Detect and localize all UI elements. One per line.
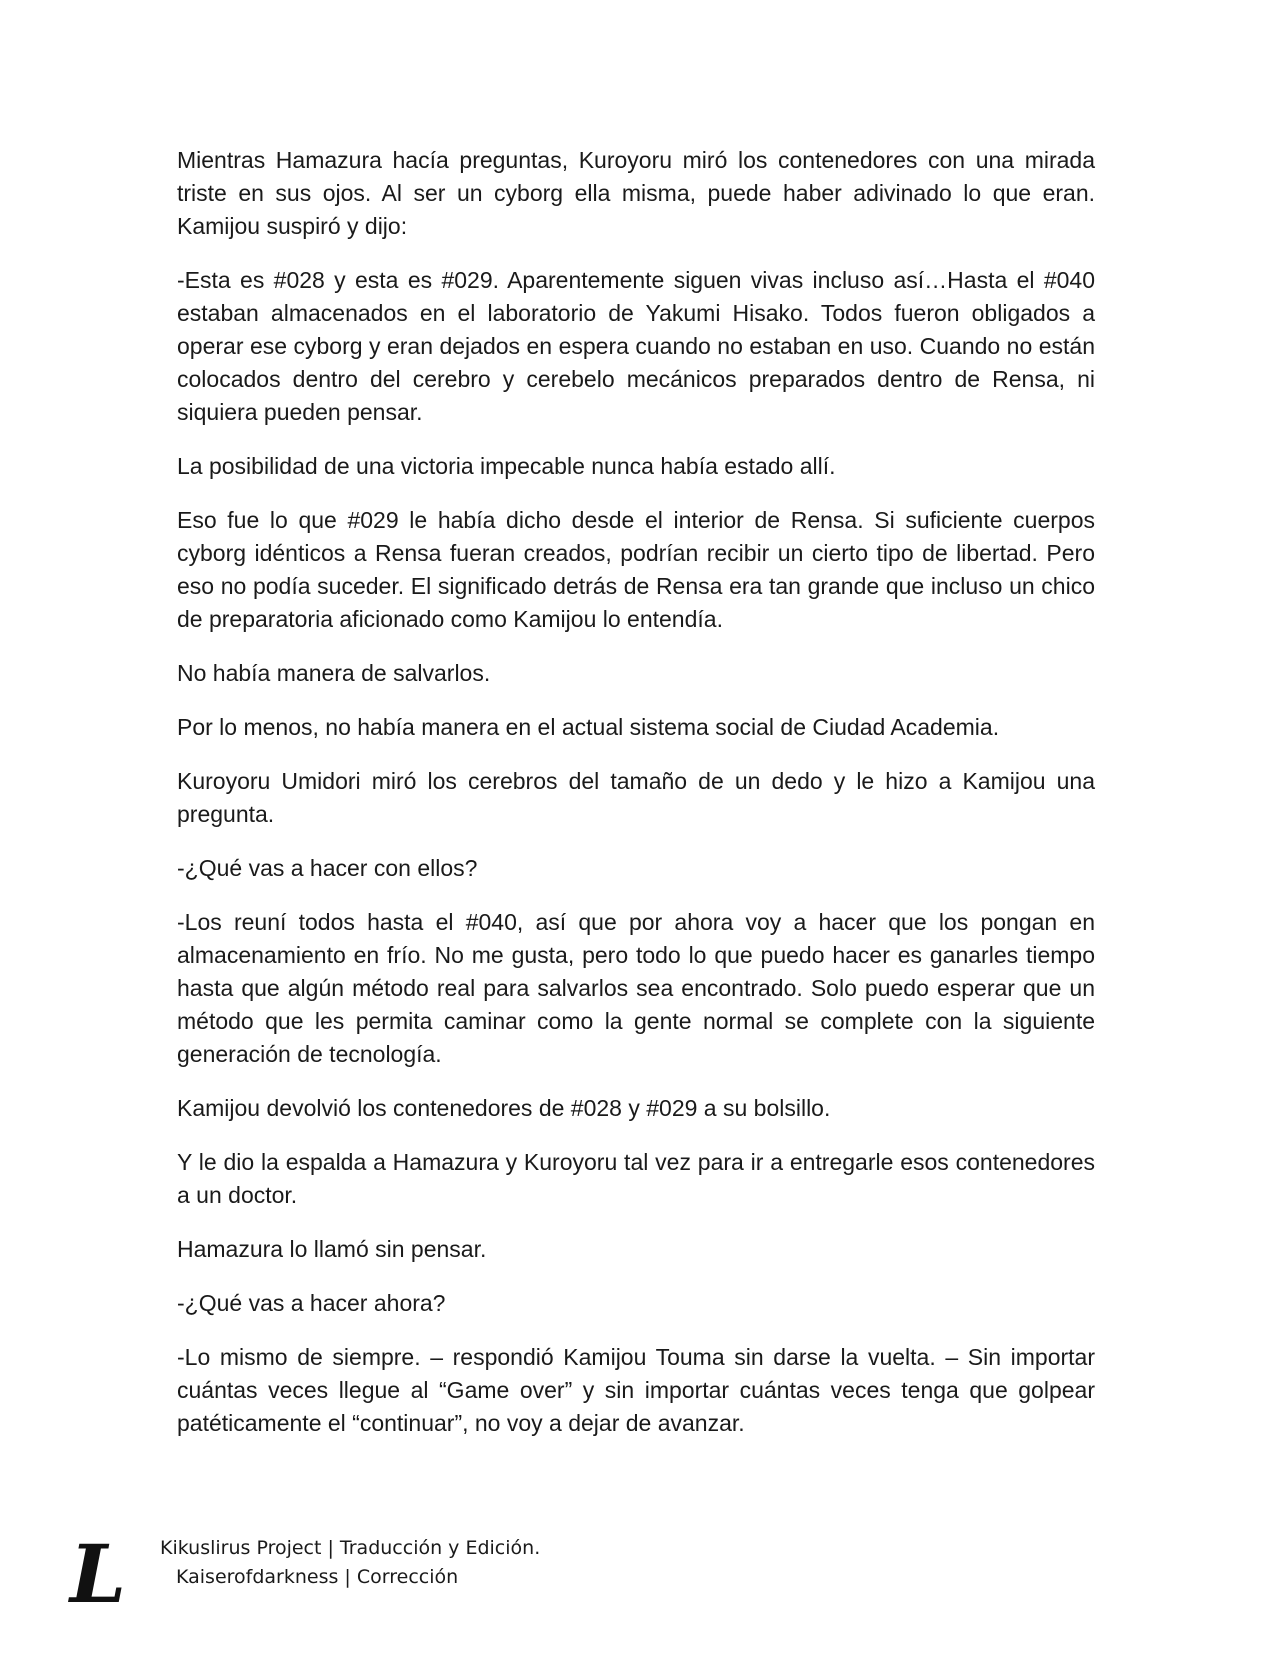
- credit-translation: Kikuslirus Project | Traducción y Edición.: [160, 1537, 541, 1559]
- footer-credits: [160, 1534, 540, 1592]
- paragraph-9: -Los reuní todos hasta el #040, así que por ahora voy a hacer que los pongan en almacenamiento en frío. No me gusta, pero todo lo que puedo hacer es ganarles tiempo hasta que algún método real para salvarlos sea encontrado. Solo puedo esperar que un método que les permita caminar como la gente normal se complete con la siguiente generación de tecnología.: [177, 909, 1095, 1067]
- document-body: [177, 144, 1095, 1461]
- paragraph-10: Kamijou devolvió los contenedores de #028 y #029 a su bolsillo.: [177, 1095, 831, 1121]
- paragraph-5: No había manera de salvarlos.: [177, 660, 491, 686]
- paragraph-1: Mientras Hamazura hacía preguntas, Kuroyoru miró los contenedores con una mirada triste en sus ojos. Al ser un cyborg ella misma, puede haber adivinado lo que eran. Kamijou suspiró y dijo:: [177, 147, 1095, 239]
- paragraph-13: -¿Qué vas a hacer ahora?: [177, 1290, 446, 1316]
- paragraph-7: Kuroyoru Umidori miró los cerebros del tamaño de un dedo y le hizo a Kamijou una pregunta.: [177, 768, 1095, 827]
- paragraph-6: Por lo menos, no había manera en el actual sistema social de Ciudad Academia.: [177, 714, 1000, 740]
- page-footer: [62, 1527, 662, 1621]
- paragraph-2: -Esta es #028 y esta es #029. Aparentemente siguen vivas incluso así…Hasta el #040 estaban almacenados en el laboratorio de Yakumi Hisako. Todos fueron obligados a operar ese cyborg y eran dejados en espera cuando no estaban en uso. Cuando no están colocados dentro del cerebro y cerebelo mecánicos preparados dentro de Rensa, ni siquiera pueden pensar.: [177, 267, 1095, 425]
- paragraph-12: Hamazura lo llamó sin pensar.: [177, 1236, 487, 1262]
- paragraph-11: Y le dio la espalda a Hamazura y Kuroyoru tal vez para ir a entregarle esos contenedores a un doctor.: [177, 1149, 1095, 1208]
- project-logo-icon: L: [69, 1527, 127, 1621]
- paragraph-14: -Lo mismo de siempre. – respondió Kamijou Touma sin darse la vuelta. – Sin importar cuántas veces llegue al “Game over” y sin importar cuántas veces tenga que golpear patéticamente el “continuar”, no voy a dejar de avanzar.: [177, 1344, 1095, 1436]
- paragraph-4: Eso fue lo que #029 le había dicho desde el interior de Rensa. Si suficiente cuerpos cyborg idénticos a Rensa fueran creados, podrían recibir un cierto tipo de libertad. Pero eso no podía suceder. El significado detrás de Rensa era tan grande que incluso un chico de preparatoria aficionado como Kamijou lo entendía.: [177, 507, 1095, 632]
- paragraph-3: La posibilidad de una victoria impecable nunca había estado allí.: [177, 453, 836, 479]
- paragraph-8: -¿Qué vas a hacer con ellos?: [177, 855, 478, 881]
- credit-correction: Kaiserofdarkness | Corrección: [176, 1566, 459, 1588]
